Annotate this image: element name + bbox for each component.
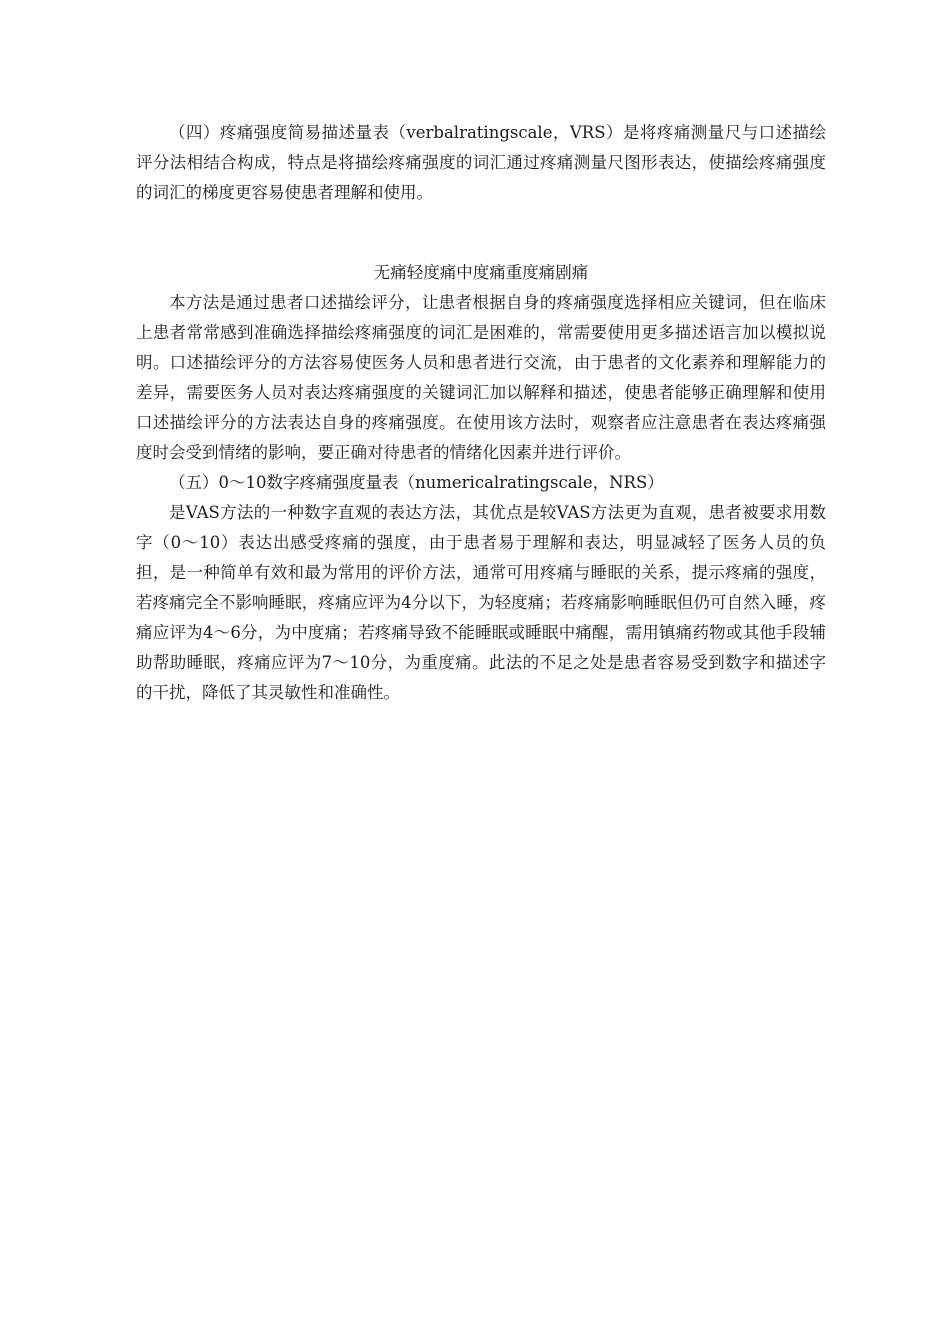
nrs-paragraph: 是VAS方法的一种数字直观的表达方法，其优点是较VAS方法更为直观，患者被要求用数字（0～10）表达出感受疼痛的强度，由于患者易于理解和表达，明显减轻了医务人员的负担，是一种简单有效和最为常用的评价方法，通常可用疼痛与睡眠的关系，提示疼痛的强度，若疼痛完全不影响睡眠，疼痛应评为4分以下，为轻度痛；若疼痛影响睡眠但仍可自然入睡，疼痛应评为4～6分，为中度痛；若疼痛导致不能睡眠或睡眠中痛醒，需用镇痛药物或其他手段辅助帮助睡眠，疼痛应评为7～10分，为重度痛。此法的不足之处是患者容易受到数字和描述字的干扰，降低了其灵敏性和准确性。 xyxy=(136,503,826,702)
vrs-scale-words: 无痛轻度痛中度痛重度痛剧痛 xyxy=(373,263,589,282)
nrs-section-heading: （五）0～10数字疼痛强度量表（numericalratingscale，NRS） xyxy=(169,473,664,492)
vrs-method-paragraph: 本方法是通过患者口述描绘评分，让患者根据自身的疼痛强度选择相应关键词，但在临床上患者常常感到准确选择描绘疼痛强度的词汇是困难的，常需要使用更多描述语言加以模拟说明。口述描绘评分的方法容易使医务人员和患者进行交流，由于患者的文化素养和理解能力的差异，需要医务人员对表达疼痛强度的关键词汇加以解释和描述，使患者能够正确理解和使用口述描绘评分的方法表达自身的疼痛强度。在使用该方法时，观察者应注意患者在表达疼痛强度时会受到情绪的影响，要正确对待患者的情绪化因素并进行评价。 xyxy=(136,293,826,462)
vrs-intro-paragraph: （四）疼痛强度简易描述量表（verbalratingscale，VRS）是将疼痛测量尺与口述描绘评分法相结合构成，特点是将描绘疼痛强度的词汇通过疼痛测量尺图形表达，使描绘疼痛强度的词汇的梯度更容易使患者理解和使用。 xyxy=(136,123,826,202)
document-body xyxy=(136,118,826,708)
paragraph-gap xyxy=(136,208,826,258)
